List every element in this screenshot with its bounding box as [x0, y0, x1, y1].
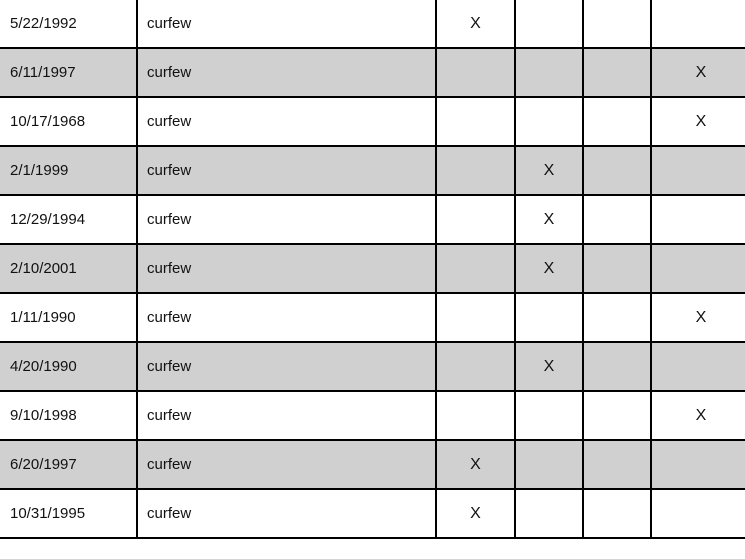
- mark-cell-3: [583, 97, 651, 146]
- mark-cell-2: X: [515, 244, 583, 293]
- mark-cell-3: [583, 293, 651, 342]
- mark-cell-1: [436, 48, 515, 97]
- mark-cell-2: X: [515, 195, 583, 244]
- mark-cell-4: X: [651, 97, 745, 146]
- mark-cell-2: [515, 0, 583, 48]
- date-cell: 1/11/1990: [0, 293, 137, 342]
- mark-cell-3: [583, 195, 651, 244]
- date-cell: 2/1/1999: [0, 146, 137, 195]
- mark-cell-1: [436, 146, 515, 195]
- table-row: [0, 48, 745, 97]
- mark-cell-2: [515, 440, 583, 489]
- table-row: [0, 97, 745, 146]
- mark-cell-3: [583, 391, 651, 440]
- mark-cell-1: [436, 293, 515, 342]
- mark-cell-2: [515, 97, 583, 146]
- mark-cell-3: [583, 146, 651, 195]
- mark-cell-4: [651, 0, 745, 48]
- table-row: [0, 0, 745, 48]
- mark-cell-4: [651, 440, 745, 489]
- mark-cell-4: [651, 489, 745, 538]
- mark-cell-3: [583, 244, 651, 293]
- date-cell: 9/10/1998: [0, 391, 137, 440]
- date-cell: 2/10/2001: [0, 244, 137, 293]
- mark-cell-4: X: [651, 293, 745, 342]
- type-cell: curfew: [137, 146, 436, 195]
- mark-cell-3: [583, 48, 651, 97]
- mark-cell-4: X: [651, 391, 745, 440]
- mark-cell-1: [436, 97, 515, 146]
- mark-cell-3: [583, 440, 651, 489]
- mark-cell-3: [583, 489, 651, 538]
- mark-cell-2: [515, 391, 583, 440]
- date-cell: 5/22/1992: [0, 0, 137, 48]
- mark-cell-2: X: [515, 146, 583, 195]
- table-row: [0, 244, 745, 293]
- mark-cell-4: [651, 342, 745, 391]
- table-row: [0, 440, 745, 489]
- table-row: [0, 195, 745, 244]
- date-cell: 4/20/1990: [0, 342, 137, 391]
- type-cell: curfew: [137, 293, 436, 342]
- mark-cell-1: [436, 244, 515, 293]
- mark-cell-2: X: [515, 342, 583, 391]
- mark-cell-4: X: [651, 48, 745, 97]
- mark-cell-1: X: [436, 440, 515, 489]
- mark-cell-1: X: [436, 489, 515, 538]
- type-cell: curfew: [137, 244, 436, 293]
- type-cell: curfew: [137, 391, 436, 440]
- mark-cell-4: [651, 195, 745, 244]
- date-cell: 10/31/1995: [0, 489, 137, 538]
- type-cell: curfew: [137, 97, 436, 146]
- mark-cell-1: [436, 342, 515, 391]
- date-cell: 6/11/1997: [0, 48, 137, 97]
- type-cell: curfew: [137, 489, 436, 538]
- mark-cell-4: [651, 244, 745, 293]
- type-cell: curfew: [137, 48, 436, 97]
- mark-cell-4: [651, 146, 745, 195]
- table-row: [0, 146, 745, 195]
- table-row: [0, 342, 745, 391]
- mark-cell-2: [515, 293, 583, 342]
- table-row: [0, 489, 745, 538]
- type-cell: curfew: [137, 342, 436, 391]
- mark-cell-1: X: [436, 0, 515, 48]
- mark-cell-3: [583, 0, 651, 48]
- mark-cell-2: [515, 489, 583, 538]
- date-cell: 10/17/1968: [0, 97, 137, 146]
- mark-cell-2: [515, 48, 583, 97]
- date-cell: 12/29/1994: [0, 195, 137, 244]
- table-row: [0, 293, 745, 342]
- table-row: [0, 391, 745, 440]
- type-cell: curfew: [137, 195, 436, 244]
- mark-cell-3: [583, 342, 651, 391]
- mark-cell-1: [436, 391, 515, 440]
- type-cell: curfew: [137, 440, 436, 489]
- mark-cell-1: [436, 195, 515, 244]
- type-cell: curfew: [137, 0, 436, 48]
- date-cell: 6/20/1997: [0, 440, 137, 489]
